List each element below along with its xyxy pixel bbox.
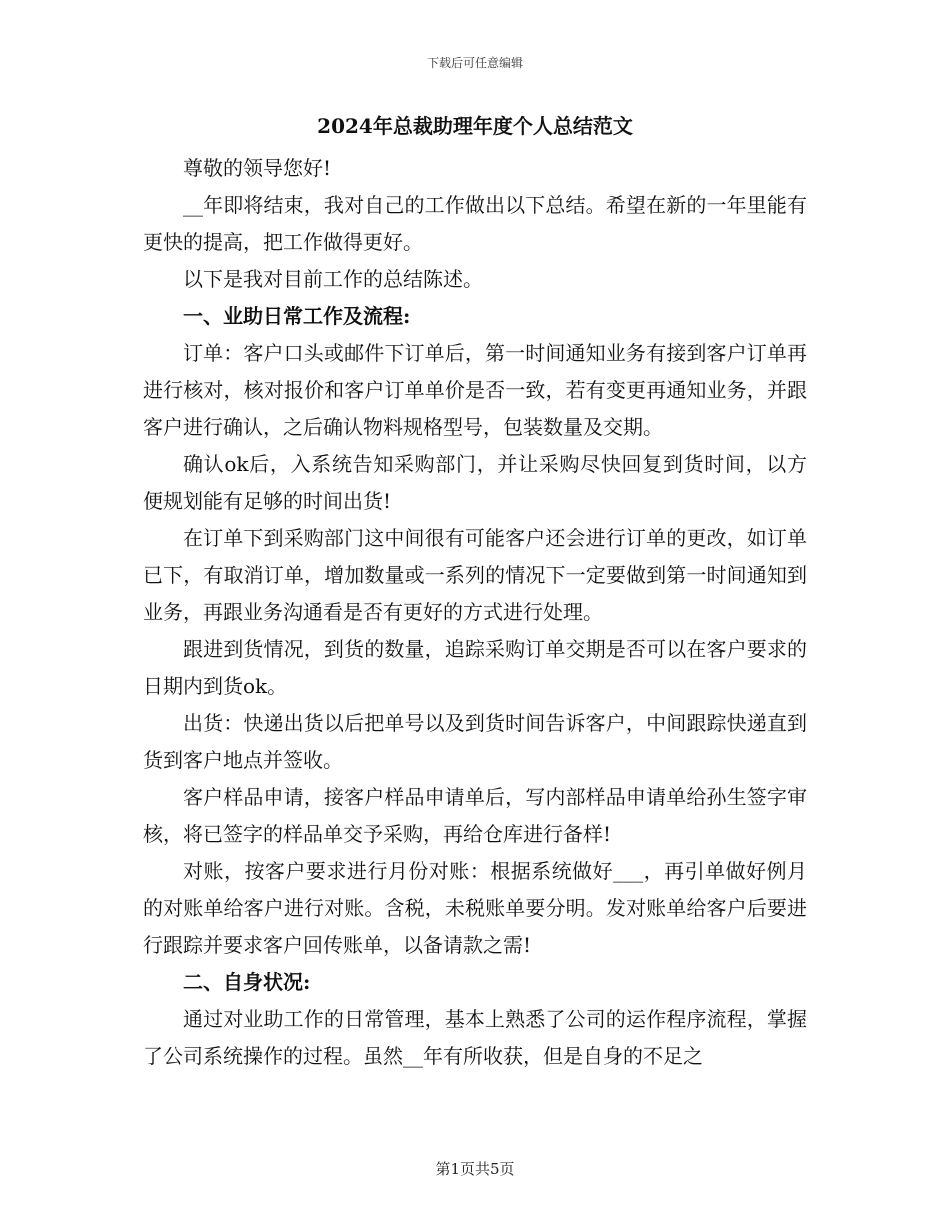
document-title: 2024年总裁助理年度个人总结范文 bbox=[317, 114, 633, 138]
paragraph-reconciliation: 对账，按客户要求进行月份对账：根据系统做好___，再引单做好例月的对账单给客户进行对账。含税，未税账单要分明。发对账单给客户后要进行跟踪并要求客户回传账单，以备请款之需! bbox=[143, 859, 807, 957]
paragraph-intro: __年即将结束，我对自己的工作做出以下总结。希望在新的一年里能有更快的提高，把工作做得更好。 bbox=[143, 193, 807, 254]
paragraph-confirm: 确认ok后，入系统告知采购部门，并让采购尽快回复到货时间，以方便规划能有足够的时间出货! bbox=[143, 452, 807, 513]
page-footer: 第1页共5页 bbox=[435, 1160, 515, 1178]
paragraph-shipping: 出货：快递出货以后把单号以及到货时间告诉客户，中间跟踪快递直到货到客户地点并签收。 bbox=[143, 711, 807, 772]
paragraph-summary-lead: 以下是我对目前工作的总结陈述。 bbox=[183, 267, 483, 291]
paragraph-follow-up: 跟进到货情况，到货的数量，追踪采购订单交期是否可以在客户要求的日期内到货ok。 bbox=[143, 637, 807, 698]
page-header: 下载后可任意编辑 bbox=[426, 56, 523, 70]
paragraph-orders: 订单：客户口头或邮件下订单后，第一时间通知业务有接到客户订单再进行核对，核对报价和客户订单单价是否一致，若有变更再通知业务，并跟客户进行确认，之后确认物料规格型号，包装数量及交期。 bbox=[143, 341, 807, 439]
document-body bbox=[143, 110, 807, 1075]
paragraph-samples: 客户样品申请，接客户样品申请单后，写内部样品申请单给孙生签字审核，将已签字的样品单交予采购，再给仓库进行备样! bbox=[143, 785, 807, 846]
section-heading-1: 一、业助日常工作及流程: bbox=[183, 304, 411, 328]
section-heading-2: 二、自身状况: bbox=[183, 970, 311, 994]
paragraph-order-changes: 在订单下到采购部门这中间很有可能客户还会进行订单的更改，如订单已下，有取消订单，增加数量或一系列的情况下一定要做到第一时间通知到业务，再跟业务沟通看是否有更好的方式进行处理。 bbox=[143, 526, 807, 624]
paragraph-self-status: 通过对业助工作的日常管理，基本上熟悉了公司的运作程序流程，掌握了公司系统操作的过程。虽然__年有所收获，但是自身的不足之 bbox=[143, 1007, 807, 1068]
paragraph-greeting: 尊敬的领导您好! bbox=[183, 156, 332, 180]
